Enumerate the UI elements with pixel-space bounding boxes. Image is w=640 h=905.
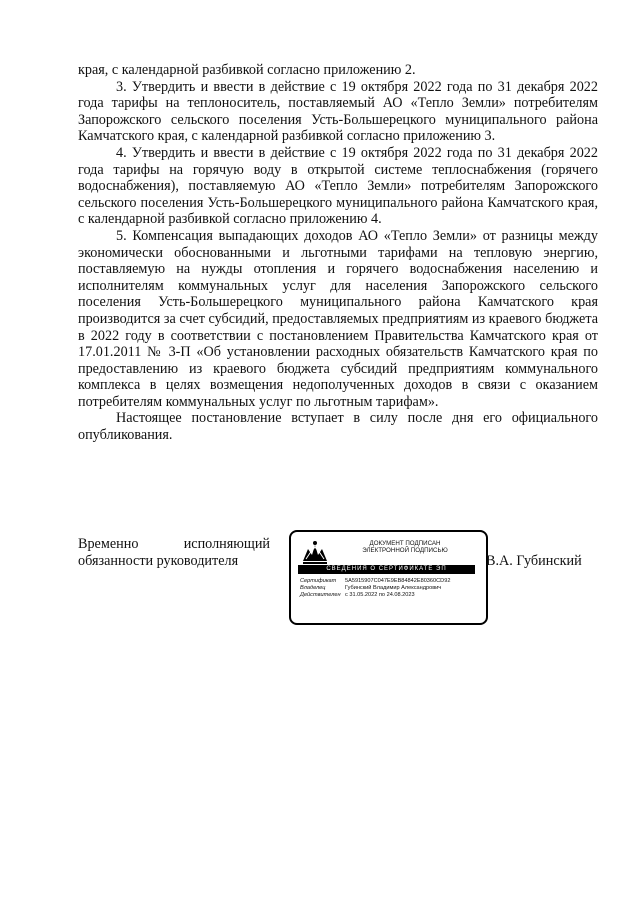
- owner-value: Губинский Владимир Александрович: [345, 585, 442, 591]
- valid-label: Действителен: [300, 592, 341, 598]
- electronic-signature-stamp: [289, 530, 488, 625]
- signatory-position: [78, 536, 270, 569]
- position-line-2: обязанности руководителя: [78, 552, 239, 569]
- paragraph-item-5: 5. Компенсация выпадающих доходов АО «Тепло Земли» от разницы между экономически обоснованными и льготными тарифами на тепловую энергию, поставляемую на нужды отопления и горячего водоснабжения населению и исполнителям коммунальных услуг для населения Запорожского сельского поселения Усть-Большерецкого муниципального района Камчатского края производится за счет субсидий, предоставляемых предприятиям из краевого бюджета в 2022 году в соответствии с постановлением Правительства Камчатского края от 17.01.2011 № 3-П «Об установлении расходных обязательств Камчатского края по предоставлению из краевого бюджета субсидий предприятиям коммунального комплекса в целях возмещения недополученных доходов в связи с оказанием потребителям коммунальных услуг по льготным тарифам».: [78, 227, 598, 410]
- paragraph-item-4: 4. Утвердить и ввести в действие с 19 октября 2022 года по 31 декабря 2022 года тарифы на горячую воду в открытой системе теплоснабжения (горячего водоснабжения), поставляемую АО «Тепло Земли» потребителям Запорожского сельского поселения Усть-Большерецкого муниципального района Камчатского края, с календарной разбивкой согласно приложению 4.: [78, 144, 598, 228]
- position-word-2: исполняющий: [183, 536, 270, 552]
- valid-value: с 31.05.2022 по 24.08.2023: [345, 592, 415, 598]
- paragraph-item-3: 3. Утвердить и ввести в действие с 19 октября 2022 года по 31 декабря 2022 года тарифы на теплоноситель, поставляемый АО «Тепло Земли» потребителям Запорожского сельского поселения Усть-Большерецкого муниципального района Камчатского края, с календарной разбивкой согласно приложению 3.: [78, 78, 598, 145]
- stamp-header: [335, 540, 475, 554]
- stamp-row-certificate: [300, 578, 450, 585]
- owner-label: Владелец: [300, 585, 326, 591]
- cert-label: Сертификат: [300, 578, 337, 584]
- stamp-certificate-bar: СВЕДЕНИЯ О СЕРТИФИКАТЕ ЭП: [298, 565, 475, 574]
- stamp-details: [300, 578, 450, 599]
- position-word-1: Временно: [78, 536, 139, 552]
- stamp-header-line-1: ДОКУМЕНТ ПОДПИСАН: [369, 540, 441, 547]
- paragraph-continuation: края, с календарной разбивкой согласно приложению 2.: [78, 62, 416, 78]
- paragraph-effective: Настоящее постановление вступает в силу после дня его официального опубликования.: [78, 410, 598, 444]
- signatory-name: В.А. Губинский: [486, 553, 582, 569]
- document-body: [78, 62, 598, 444]
- stamp-row-owner: [300, 585, 450, 592]
- cert-value: 5A5915907C047E9EB84842E80360CD92: [345, 578, 451, 584]
- stamp-row-validity: [300, 592, 450, 599]
- stamp-header-line-2: ЭЛЕКТРОННОЙ ПОДПИСЬЮ: [362, 547, 448, 554]
